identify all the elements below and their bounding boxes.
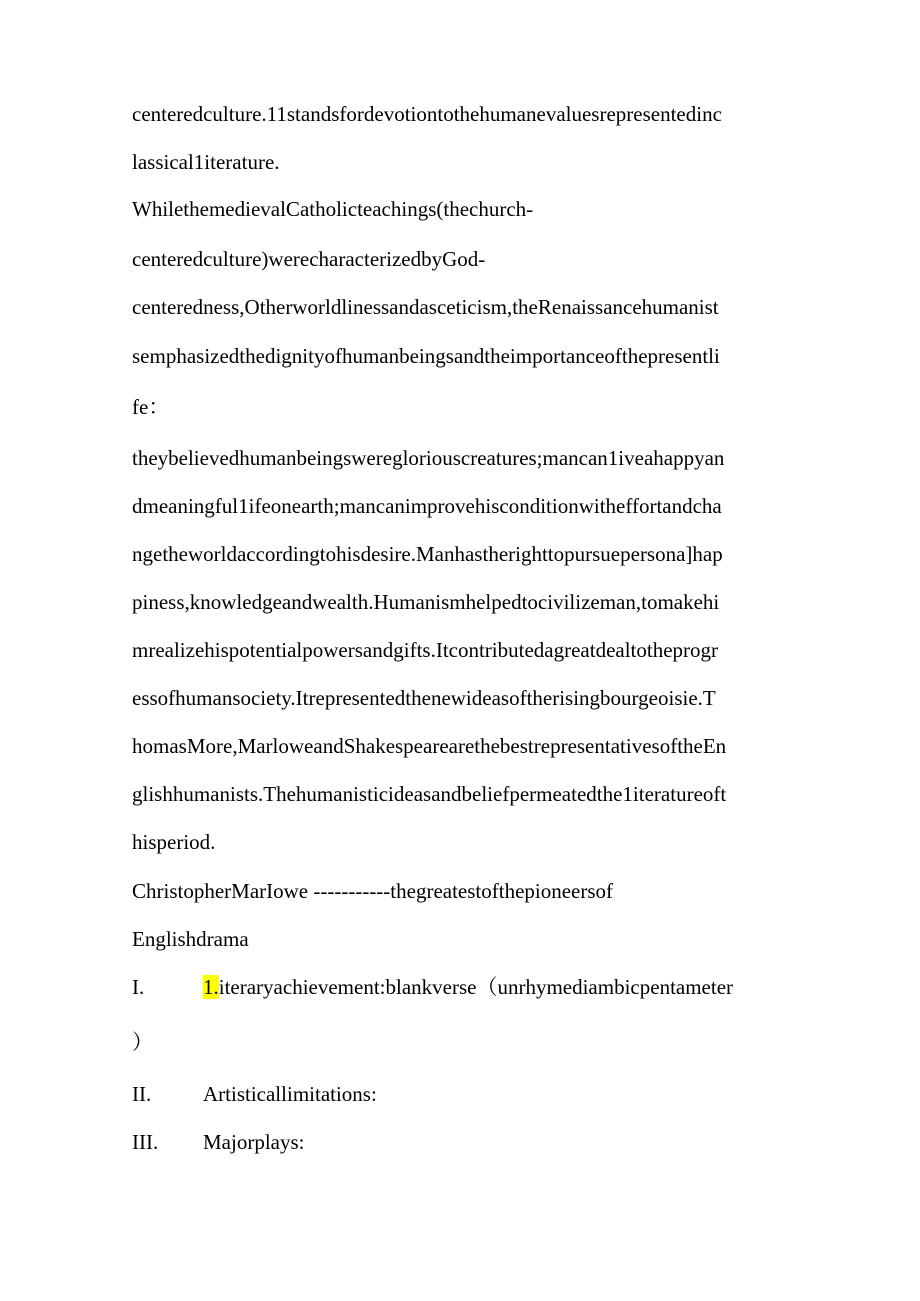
- list-number-2: II.: [132, 1082, 152, 1106]
- paragraph-line: theybelievedhumanbeingsweregloriouscreatures;mancan1iveahappyan: [132, 446, 725, 470]
- list-item-2: Artisticallimitations:: [203, 1082, 377, 1106]
- list-item-1: [203, 975, 733, 999]
- paragraph-line: fe：: [132, 395, 170, 419]
- paragraph-line: centeredculture)werecharacterizedbyGod-: [132, 247, 486, 271]
- paragraph-line: hisperiod.: [132, 830, 216, 854]
- paragraph-line: dmeaningful1ifeonearth;mancanimprovehisconditionwitheffortandcha: [132, 494, 722, 518]
- highlighted-text: 1.: [203, 975, 219, 999]
- section-heading: ChristopherMarIowe -----------thegreatestofthepioneersof: [132, 879, 614, 903]
- paragraph-line: piness,knowledgeandwealth.Humanismhelpedtocivilizeman,tomakehi: [132, 590, 720, 614]
- paragraph-line: WhilethemedievalCatholicteachings(thechurch-: [132, 197, 534, 221]
- paragraph-line: semphasizedthedignityofhumanbeingsandtheimportanceofthepresentli: [132, 344, 720, 368]
- list-number-1: I.: [132, 975, 145, 999]
- list-item-1-continuation: ）: [132, 1030, 153, 1054]
- paragraph-line: mrealizehispotentialpowersandgifts.Itcontributedagreatdealtotheprogr: [132, 638, 719, 662]
- paragraph-line: centeredculture.11standsfordevotiontothehumanevaluesrepresentedinc: [132, 102, 722, 126]
- paragraph-line: glishhumanists.Thehumanisticideasandbeliefpermeatedthe1iteratureoft: [132, 782, 727, 806]
- section-heading-continuation: Englishdrama: [132, 927, 249, 951]
- paragraph-line: lassical1iterature.: [132, 150, 280, 174]
- paragraph-line: ngetheworldaccordingtohisdesire.Manhastherighttopursuepersona]hap: [132, 542, 723, 566]
- list-item-3: Majorplays:: [203, 1130, 305, 1154]
- paragraph-line: homasMore,MarloweandShakespearearethebestrepresentativesoftheEn: [132, 734, 727, 758]
- list-item-1-text: iteraryachievement:blankverse（unrhymediambicpentameter: [218, 975, 734, 999]
- paragraph-line: centeredness,Otherworldlinessandasceticism,theRenaissancehumanist: [132, 295, 719, 319]
- paragraph-line: essofhumansociety.Itrepresentedthenewideasoftherisingbourgeoisie.T: [132, 686, 716, 710]
- list-number-3: III.: [132, 1130, 159, 1154]
